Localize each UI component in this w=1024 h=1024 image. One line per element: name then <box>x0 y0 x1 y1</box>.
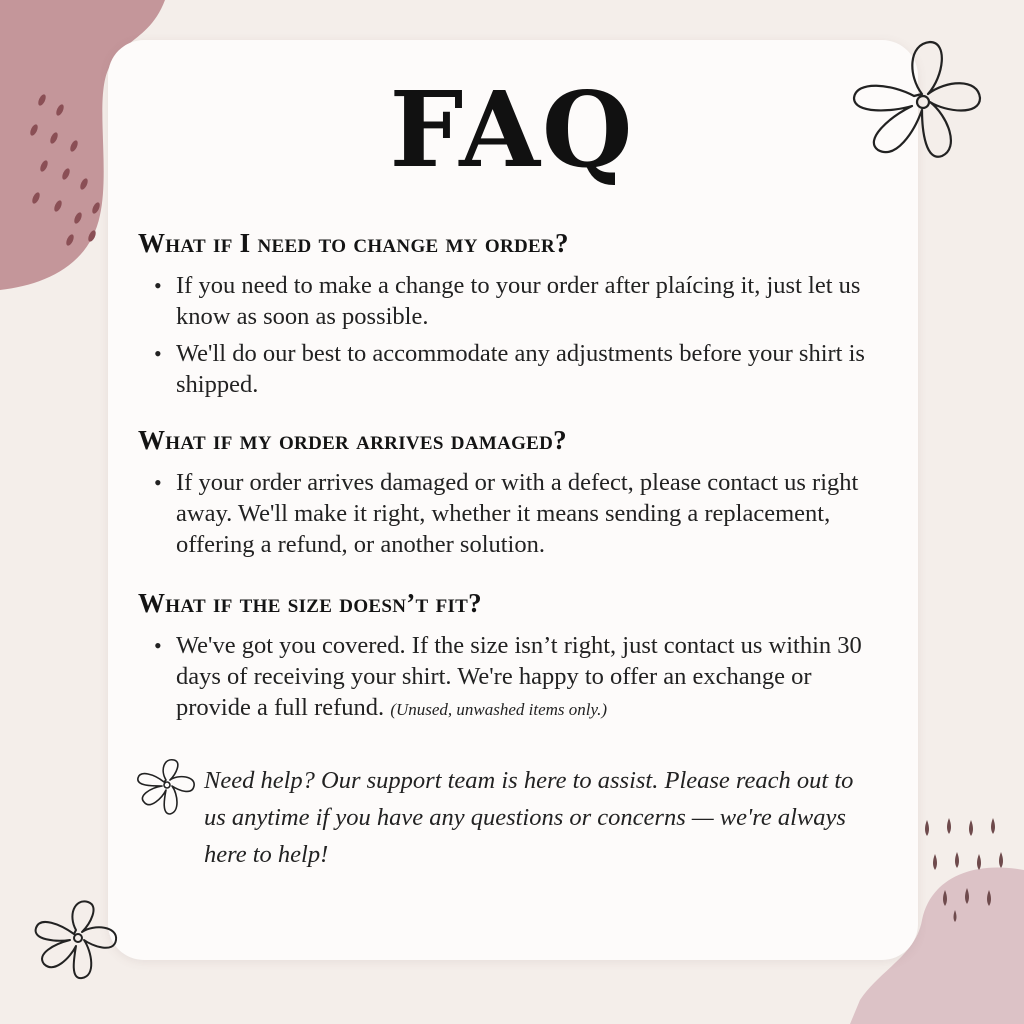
faq-question-size: What if the size doesn’t fit? <box>138 588 482 618</box>
faq-answers-size <box>150 630 876 731</box>
answer-text: We've got you covered. If the size isn’t right, just contact us within 30 days of receiving your shirt. We're happy to offer an exchange or provide a full refund. <box>176 632 862 721</box>
answer-note: (Unused, unwashed items only.) <box>390 700 608 719</box>
list-item: • If your order arrives damaged or with a defect, please contact us right away. We'll make it right, whether it means sending a replacement, offering a refund, or another solution. <box>176 467 876 560</box>
raindrop-dots-pattern-bottom <box>915 812 1024 927</box>
faq-question-damaged: What if my order arrives damaged? <box>138 425 567 455</box>
list-item <box>176 630 876 725</box>
faq-answers-damaged <box>150 467 876 566</box>
flower-outline-icon-bottom-left <box>30 896 126 986</box>
flower-outline-icon-small <box>134 756 200 818</box>
page-title: FAQ <box>389 68 635 191</box>
faq-answers-change-order <box>150 270 876 406</box>
help-text: Need help? Our support team is here to assist. Please reach out to us anytime if you have any questions or concerns — we're always here to help! <box>204 767 854 868</box>
list-item: • If you need to make a change to your order after plaícing it, just let us know as soon as possible. <box>176 270 876 332</box>
list-item: • We'll do our best to accommodate any adjustments before your shirt is shipped. <box>176 338 876 400</box>
faq-question-change-order: What if I need to change my order? <box>138 228 569 258</box>
